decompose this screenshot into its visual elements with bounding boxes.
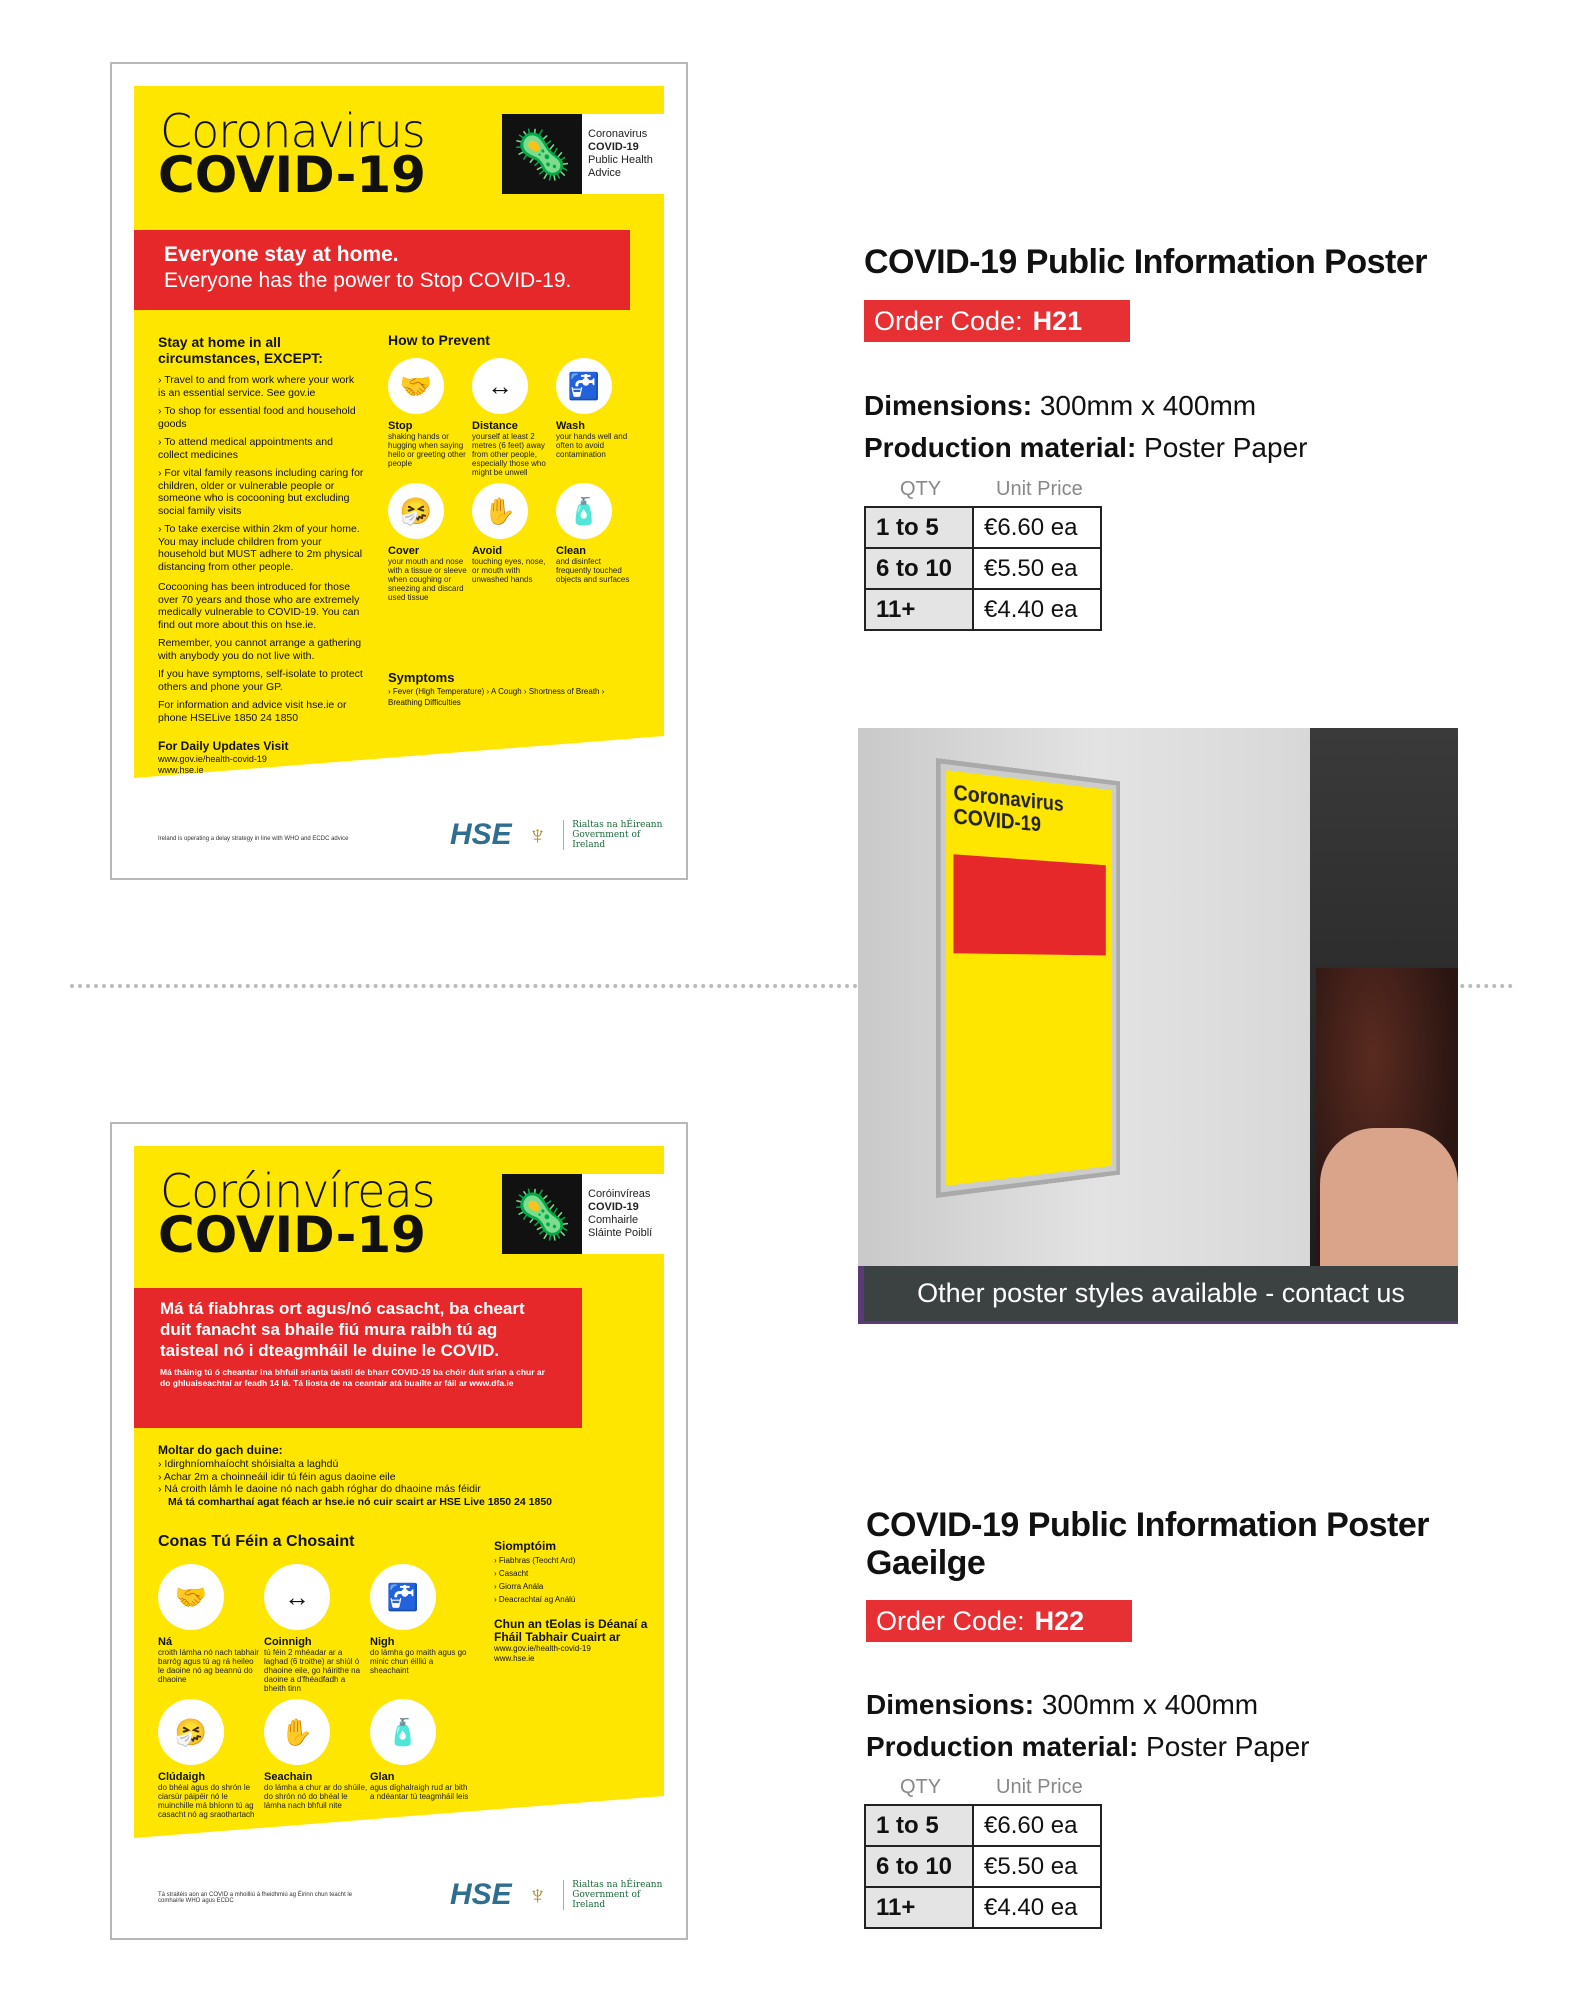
order-code-h21: Order Code: H21: [864, 300, 1130, 342]
poster-in-situ-photo: [858, 728, 1458, 1324]
table-row: 6 to 10 €5.50 ea: [865, 1846, 1101, 1887]
hse-covid-logo: 🦠 Coróinvíreas COVID-19 Comhairle Sláinte Poiblí: [502, 1174, 664, 1254]
government-of-ireland-logo: Rialtas na hÉireann Government of Ireland: [563, 820, 664, 850]
prevent-icons-grid: [388, 358, 638, 602]
prevent-glan: 🧴 Glan agus díghalraigh rud ar bith a ndéantar tú teagmháil leis: [370, 1699, 474, 1819]
poster-english-body: [134, 86, 664, 856]
poster-title-light: Coronavirus: [160, 104, 425, 158]
stay-home-banner: Everyone stay at home. Everyone has the power to Stop COVID-19.: [134, 230, 630, 310]
wash-icon: 🚰: [370, 1564, 436, 1630]
poster-title-light: Coróinvíreas: [160, 1164, 435, 1218]
harp-icon: ♆: [527, 1879, 548, 1910]
prevent-coinnigh: ↔ Coinnigh tú féin 2 mhéadar ar a laghad (6 troithe) ar shiúl ó dhaoine eile, go háirithe na daoine a d'fhéadfadh a bheith tinn: [264, 1564, 368, 1693]
poster-footer-logos: [450, 818, 664, 852]
price-table-h22: [864, 1804, 1102, 1929]
advice-block: Moltar do gach duine: › Idirghníomhaíocht shóisialta a laghdú › Achar 2m a choinneáil idir tú féin agus daoine eile › Ná croith lámh le daoine nó nach gabh róghar do dhaoine más féidir Má tá comharthaí agat féach ar hse.ie nó cuir scairt ar HSE Live 1850 24 1850: [158, 1443, 553, 1508]
prevent-seachain: ✋ Seachain do lámha a chur ar do shúile, do shrón nó do bhéal le lámha nach bhfuil nite: [264, 1699, 368, 1819]
table-row: 11+ €4.40 ea: [865, 1887, 1101, 1928]
fever-advice-banner: Má tá fiabhras ort agus/nó casacht, ba cheart duit fanacht sa bhaile fiú mura raibh tú ag taisteal nó i dteagmháil le duine le COVID. Má tháinig tú ó cheantar ina bhfuil srianta taistil de bharr COVID-19 ba chóir duit srian a chur ar do ghluaiseachtaí ar feadh 14 lá. Tá liosta de na ceantair atá buailte ar fáil ar www.dfa.ie: [134, 1288, 582, 1428]
product-title-h21: COVID-19 Public Information Poster: [864, 243, 1427, 281]
prevent-stop: 🤝 Stop shaking hands or hugging when saying hello or greeting other people: [388, 358, 470, 477]
prevent-distance: ↔ Distance yourself at least 2 metres (6 feet) away from other people, especially those who might be unwell: [472, 358, 554, 477]
prevent-clean: 🧴 Clean and disinfect frequently touched objects and surfaces: [556, 483, 638, 602]
avoid-icon: ✋: [472, 483, 528, 539]
poster-english: [110, 62, 688, 880]
poster-irish-body: [134, 1146, 664, 1916]
distance-icon: ↔: [264, 1564, 330, 1630]
how-to-prevent-heading: How to Prevent: [388, 332, 490, 348]
prevent-icons-grid: [158, 1564, 474, 1819]
government-of-ireland-logo: Rialtas na hÉireann Government of Ireland: [563, 1880, 664, 1910]
product-title-h22: COVID-19 Public Information Poster Gaeilge: [866, 1506, 1429, 1582]
table-row: 1 to 5 €6.60 ea: [865, 1805, 1101, 1846]
price-table-h21: [864, 506, 1102, 631]
poster-footnote: Ireland is operating a delay strategy in line with WHO and ECDC advice: [158, 836, 349, 842]
product-specs-h21: Dimensions: 300mm x 400mm Production material: Poster Paper: [864, 390, 1308, 463]
cover-icon: 🤧: [388, 483, 444, 539]
poster-title-bold: COVID-19: [158, 146, 426, 204]
table-row: 11+ €4.40 ea: [865, 589, 1101, 630]
poster-footer-logos: [450, 1878, 664, 1912]
clean-icon: 🧴: [556, 483, 612, 539]
poster-footnote: Tá straitéis aon an COVID a mhoilliú á fheidhmiú ag Éirinn chun teacht le comhairle WHO agus ECDC: [158, 1892, 353, 1904]
hse-covid-logo: 🦠 Coronavirus COVID-19 Public Health Advice: [502, 114, 664, 194]
cover-icon: 🤧: [158, 1699, 224, 1765]
order-code-h22: Order Code: H22: [866, 1600, 1132, 1642]
virus-icon: 🦠: [512, 128, 572, 182]
clean-icon: 🧴: [370, 1699, 436, 1765]
symptoms-block: Symptoms › Fever (High Temperature) › A Cough › Shortness of Breath › Breathing Difficulties: [388, 670, 605, 707]
distance-icon: ↔: [472, 358, 528, 414]
frame-poster-title: Coronavirus COVID-19: [953, 780, 1064, 837]
table-row: 6 to 10 €5.50 ea: [865, 548, 1101, 589]
poster-title-bold: COVID-19: [158, 1206, 426, 1264]
prevent-cludaigh: 🤧 Clúdaigh do bhéal agus do shrón le ciarsúr páipéir nó le muinchille má bhíonn tú ag casacht nó ag sraothartach: [158, 1699, 262, 1819]
table-row: 1 to 5 €6.60 ea: [865, 507, 1101, 548]
handshake-icon: 🤝: [388, 358, 444, 414]
other-styles-caption: Other poster styles available - contact us: [858, 1266, 1458, 1324]
harp-icon: ♆: [527, 819, 548, 850]
hse-logo: HSE: [450, 818, 512, 851]
product-specs-h22: Dimensions: 300mm x 400mm Production material: Poster Paper: [866, 1689, 1310, 1762]
prevent-wash: 🚰 Wash your hands well and often to avoid contamination: [556, 358, 638, 477]
prevent-heading-irish: Conas Tú Féin a Chosaint: [158, 1533, 355, 1550]
prevent-cover: 🤧 Cover your mouth and nose with a tissue or sleeve when coughing or sneezing and discard used tissue: [388, 483, 470, 602]
prevent-na: 🤝 Ná croith lámha nó nach tabhair barróg agus tú ag rá heileo le daoine nó ag beannú do dhaoine: [158, 1564, 262, 1693]
handshake-icon: 🤝: [158, 1564, 224, 1630]
virus-icon: 🦠: [512, 1188, 572, 1242]
poster-irish: [110, 1122, 688, 1940]
wash-icon: 🚰: [556, 358, 612, 414]
prevent-avoid: ✋ Avoid touching eyes, nose, or mouth with unwashed hands: [472, 483, 554, 602]
framed-poster: [936, 758, 1120, 1198]
price-table-header-h22: QTY Unit Price: [900, 1776, 1083, 1798]
stay-home-exceptions: Stay at home in all circumstances, EXCEPT: › Travel to and from work where your work is an essential service. See gov.ie › To shop for essential food and household goods › To attend medical appointments and collect medicines › For vital family reasons including caring for children, older or vulnerable people or someone who is cocooning but excluding social family visits › To take exercise within 2km of your home. You may include children from your household but MUST adhere to 2m physical distancing from other people. Cocooning has been introduced for those over 70 years and those who are extremely medically vulnerable to COVID-19. You can find out more about this on hse.ie. Remember, you cannot arrange a gathering with anybody you do not live with. If you have symptoms, self-isolate to protect others and phone your GP. For information and advice visit hse.ie or phone HSELive 1850 24 1850 For Daily Updates Visit www.gov.ie/health-covid-19 www.hse.ie: [158, 334, 364, 775]
hse-logo: HSE: [450, 1878, 512, 1911]
symptoms-block-irish: Siomptóim › Fiabhras (Teocht Ard) › Casacht › Giorra Anála › Deacrachtaí ag Análú Chun an tEolas is Déanaí a Fháil Tabhair Cuairt ar www.gov.ie/health-covid-19 www.hse.ie: [494, 1539, 648, 1663]
avoid-icon: ✋: [264, 1699, 330, 1765]
price-table-header-h21: QTY Unit Price: [900, 478, 1083, 500]
prevent-nigh: 🚰 Nigh do lámha go maith agus go minic chun éilliú a sheachaint: [370, 1564, 474, 1693]
